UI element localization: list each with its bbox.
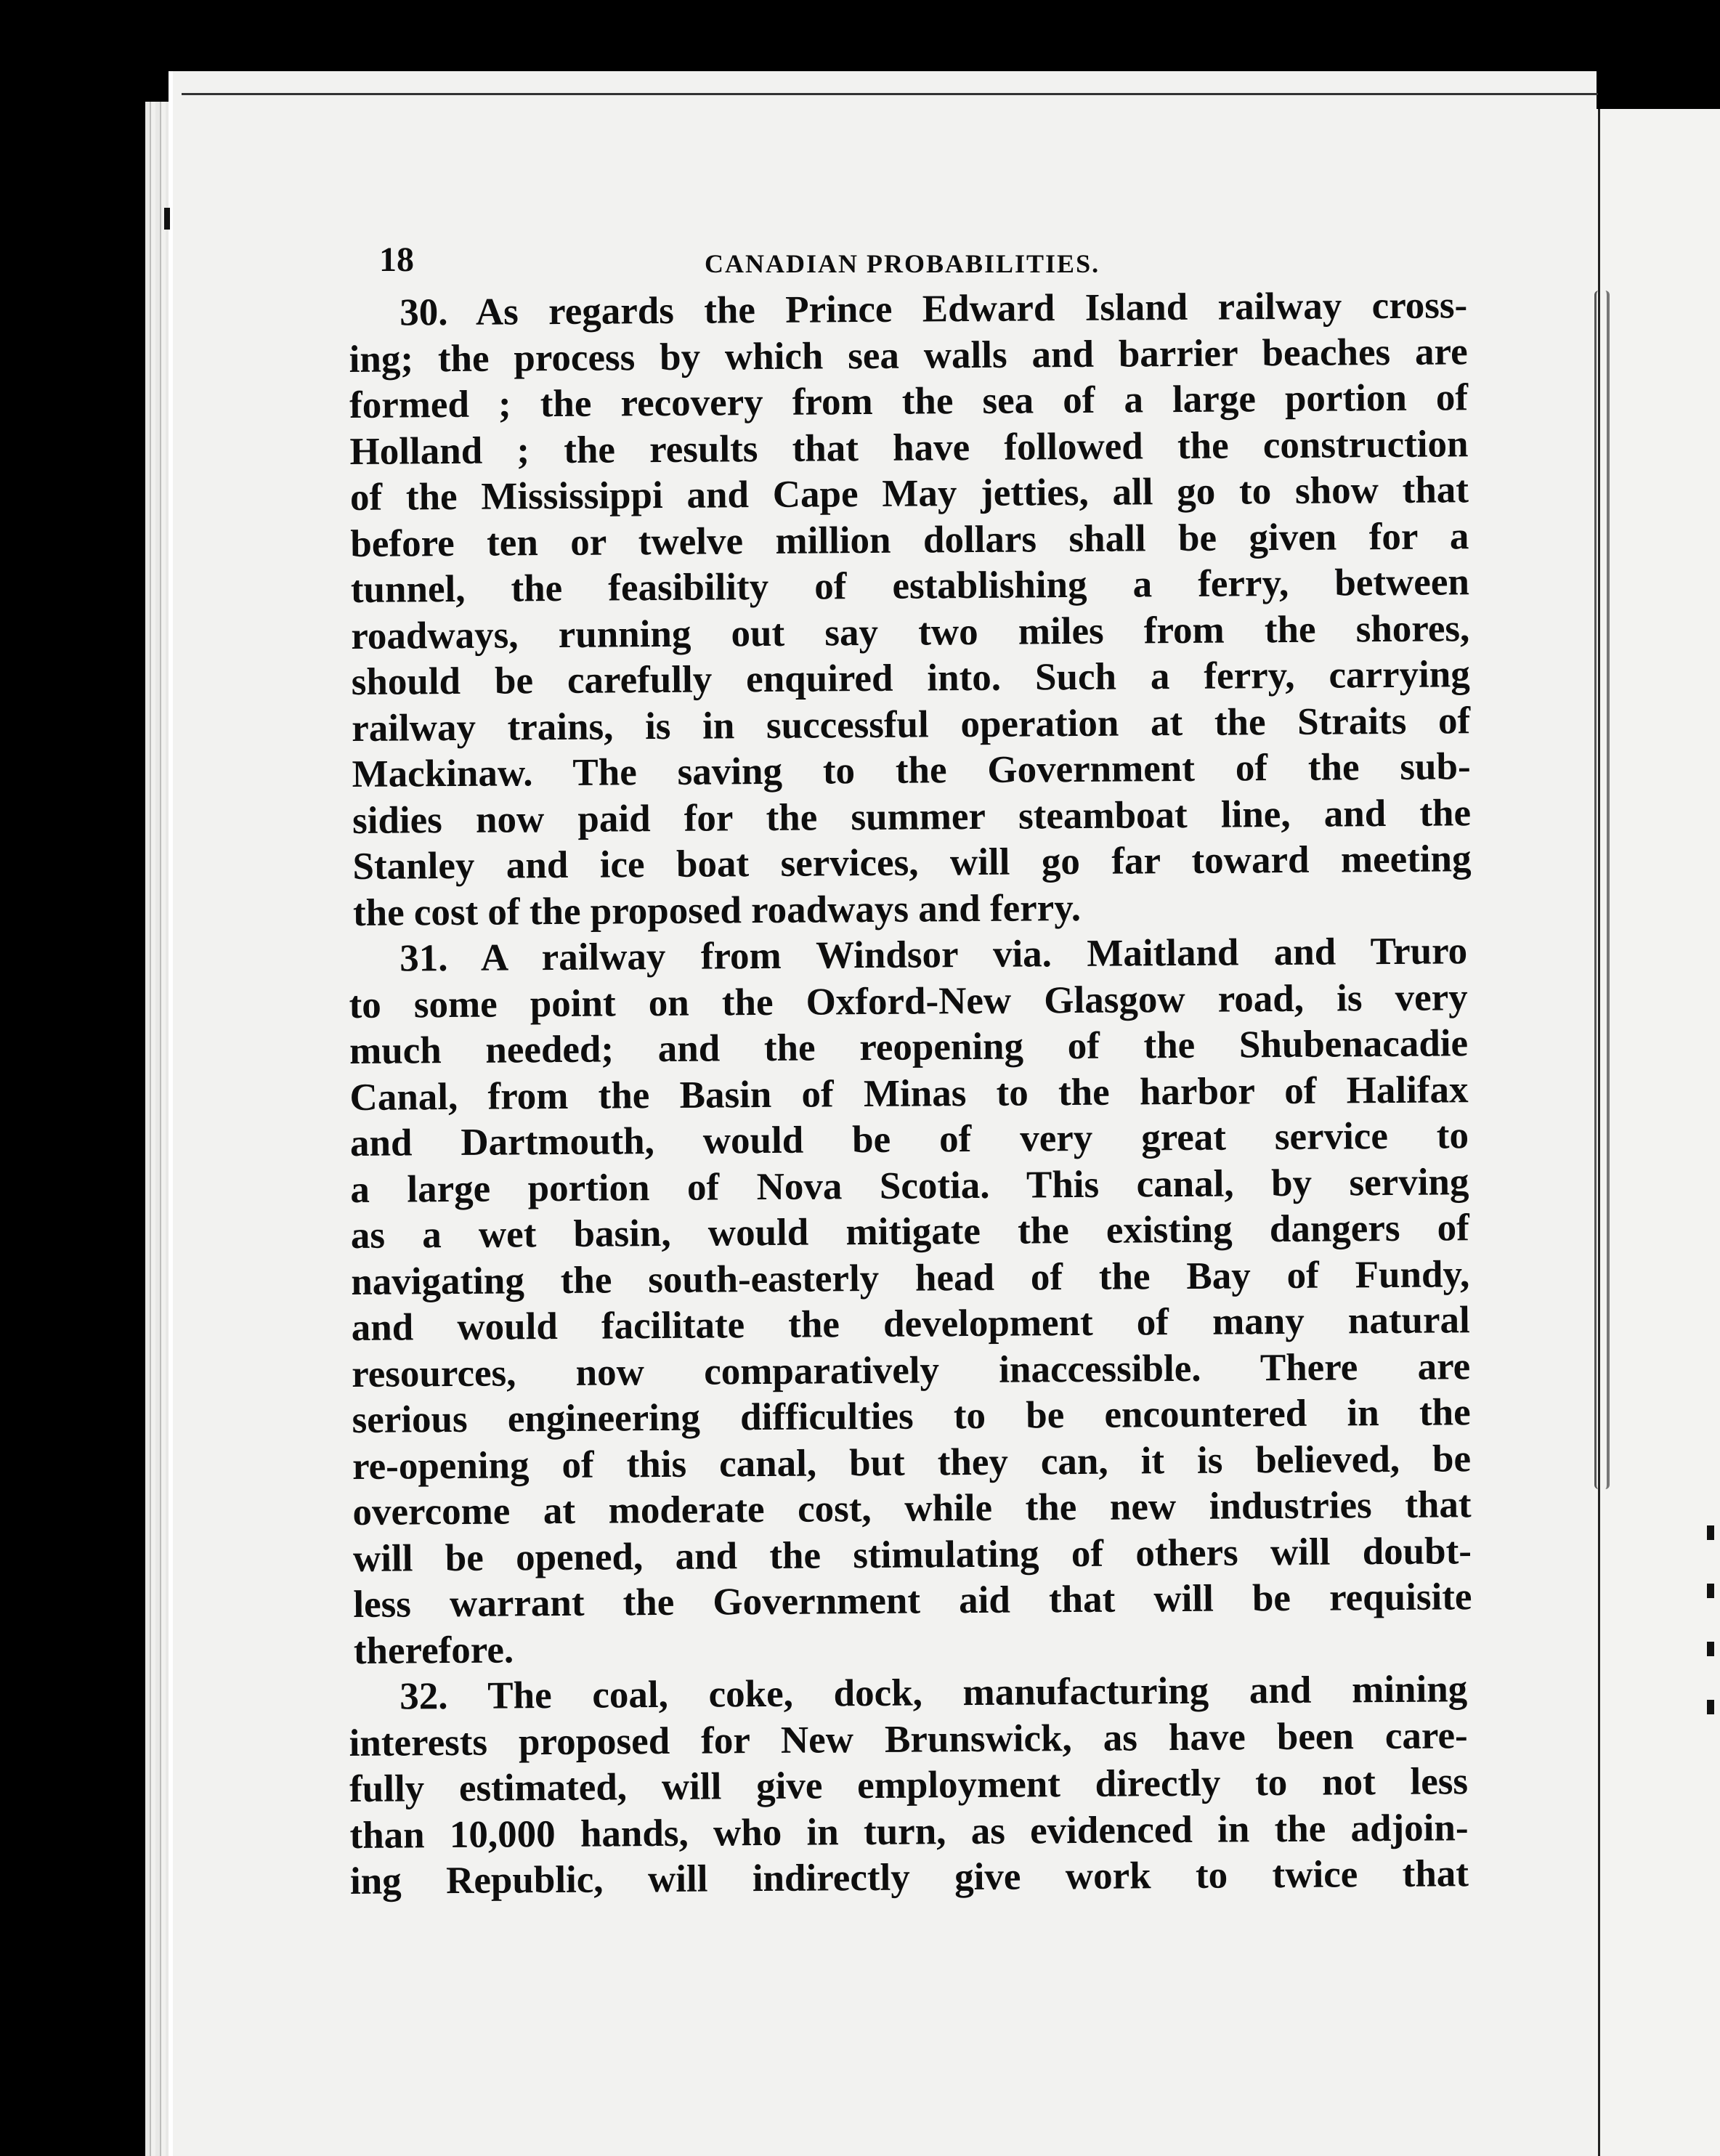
text-line: resources, now comparatively inaccessible. There are — [352, 1345, 1471, 1395]
text-line: overcome at moderate cost, while the new industries that — [352, 1483, 1472, 1533]
text-line: less warrant the Government aid that will be requisite — [353, 1576, 1472, 1626]
text-line: and Dartmouth, would be of very great service to — [349, 1114, 1469, 1164]
text-line: 31. A railway from Windsor via. Maitland and Truro — [399, 930, 1468, 980]
text-line: than 10,000 hands, who in turn, as evidenced in the adjoin- — [349, 1806, 1469, 1857]
text-line: much needed; and the reopening of the Shubenacadie — [349, 1022, 1469, 1072]
text-line: as a wet basin, would mitigate the existing dangers of — [350, 1207, 1470, 1257]
facing-page-mark — [1707, 1642, 1714, 1656]
paragraph-30 — [349, 283, 1472, 936]
text-line: roadways, running out say two miles from the shores, — [351, 607, 1470, 657]
text-line: of the Mississippi and Cape May jetties, all go to show that — [349, 469, 1469, 519]
text-line: should be carefully enquired into. Such a ferry, carrying — [351, 653, 1470, 703]
facing-page-marks — [1707, 1525, 1720, 1816]
text-line: Canal, from the Basin of Minas to the harbor of Halifax — [349, 1068, 1469, 1119]
text-line: will be opened, and the stimulating of others will doubt- — [352, 1529, 1472, 1580]
text-line: 30. As regards the Prince Edward Island railway cross- — [399, 284, 1468, 334]
page-fold-line — [1594, 291, 1610, 1489]
text-line: 32. The coal, coke, dock, manufacturing and mining — [399, 1668, 1468, 1718]
text-line: Holland ; the results that have followed the construction — [349, 422, 1469, 473]
printed-page — [349, 240, 1472, 1983]
edge-mark — [164, 208, 170, 230]
running-head — [349, 240, 1467, 291]
text-line: a large portion of Nova Scotia. This canal, by serving — [350, 1160, 1469, 1211]
facing-page-mark — [1707, 1584, 1714, 1598]
text-line: railway trains, is in successful operation at the Straits of — [352, 699, 1471, 750]
text-line: formed ; the recovery from the sea of a large portion of — [349, 376, 1469, 426]
text-line: therefore. — [353, 1628, 514, 1672]
facing-page-mark — [1707, 1525, 1714, 1540]
paragraph-31 — [349, 928, 1472, 1674]
page-top-edge — [182, 93, 1598, 95]
page-number: 18 — [379, 240, 414, 279]
text-line: before ten or twelve million dollars shall be given for a — [350, 514, 1469, 565]
paragraph-32 — [349, 1666, 1469, 1905]
facing-page-strip — [1592, 109, 1720, 2156]
text-line: and would facilitate the development of many natural — [351, 1299, 1470, 1349]
text-line: fully estimated, will give employment directly to not less — [349, 1760, 1469, 1810]
text-line: ing Republic, will indirectly give work to twice that — [349, 1852, 1469, 1902]
text-line: sidies now paid for the summer steamboat line, and the — [352, 791, 1472, 842]
text-line: Mackinaw. The saving to the Government of the sub- — [352, 745, 1471, 795]
text-line: serious engineering difficulties to be encountered in the — [352, 1391, 1471, 1441]
text-line: to some point on the Oxford-New Glasgow road, is very — [349, 976, 1468, 1026]
facing-page-mark — [1707, 1700, 1714, 1714]
running-title: CANADIAN PROBABILITIES. — [705, 249, 1100, 278]
text-line: the cost of the proposed roadways and ferry. — [352, 886, 1082, 934]
text-line: navigating the south-easterly head of the Bay of Fundy, — [351, 1252, 1470, 1303]
text-line: tunnel, the feasibility of establishing a ferry, between — [350, 561, 1470, 611]
text-line: Stanley and ice boat services, will go far toward meeting — [352, 838, 1472, 888]
text-line: ing; the process by which sea walls and barrier beaches are — [349, 330, 1468, 381]
body-text — [349, 284, 1472, 1905]
text-line: interests proposed for New Brunswick, as have been care- — [349, 1714, 1468, 1764]
text-line: re-opening of this canal, but they can, it is believed, be — [352, 1437, 1472, 1488]
